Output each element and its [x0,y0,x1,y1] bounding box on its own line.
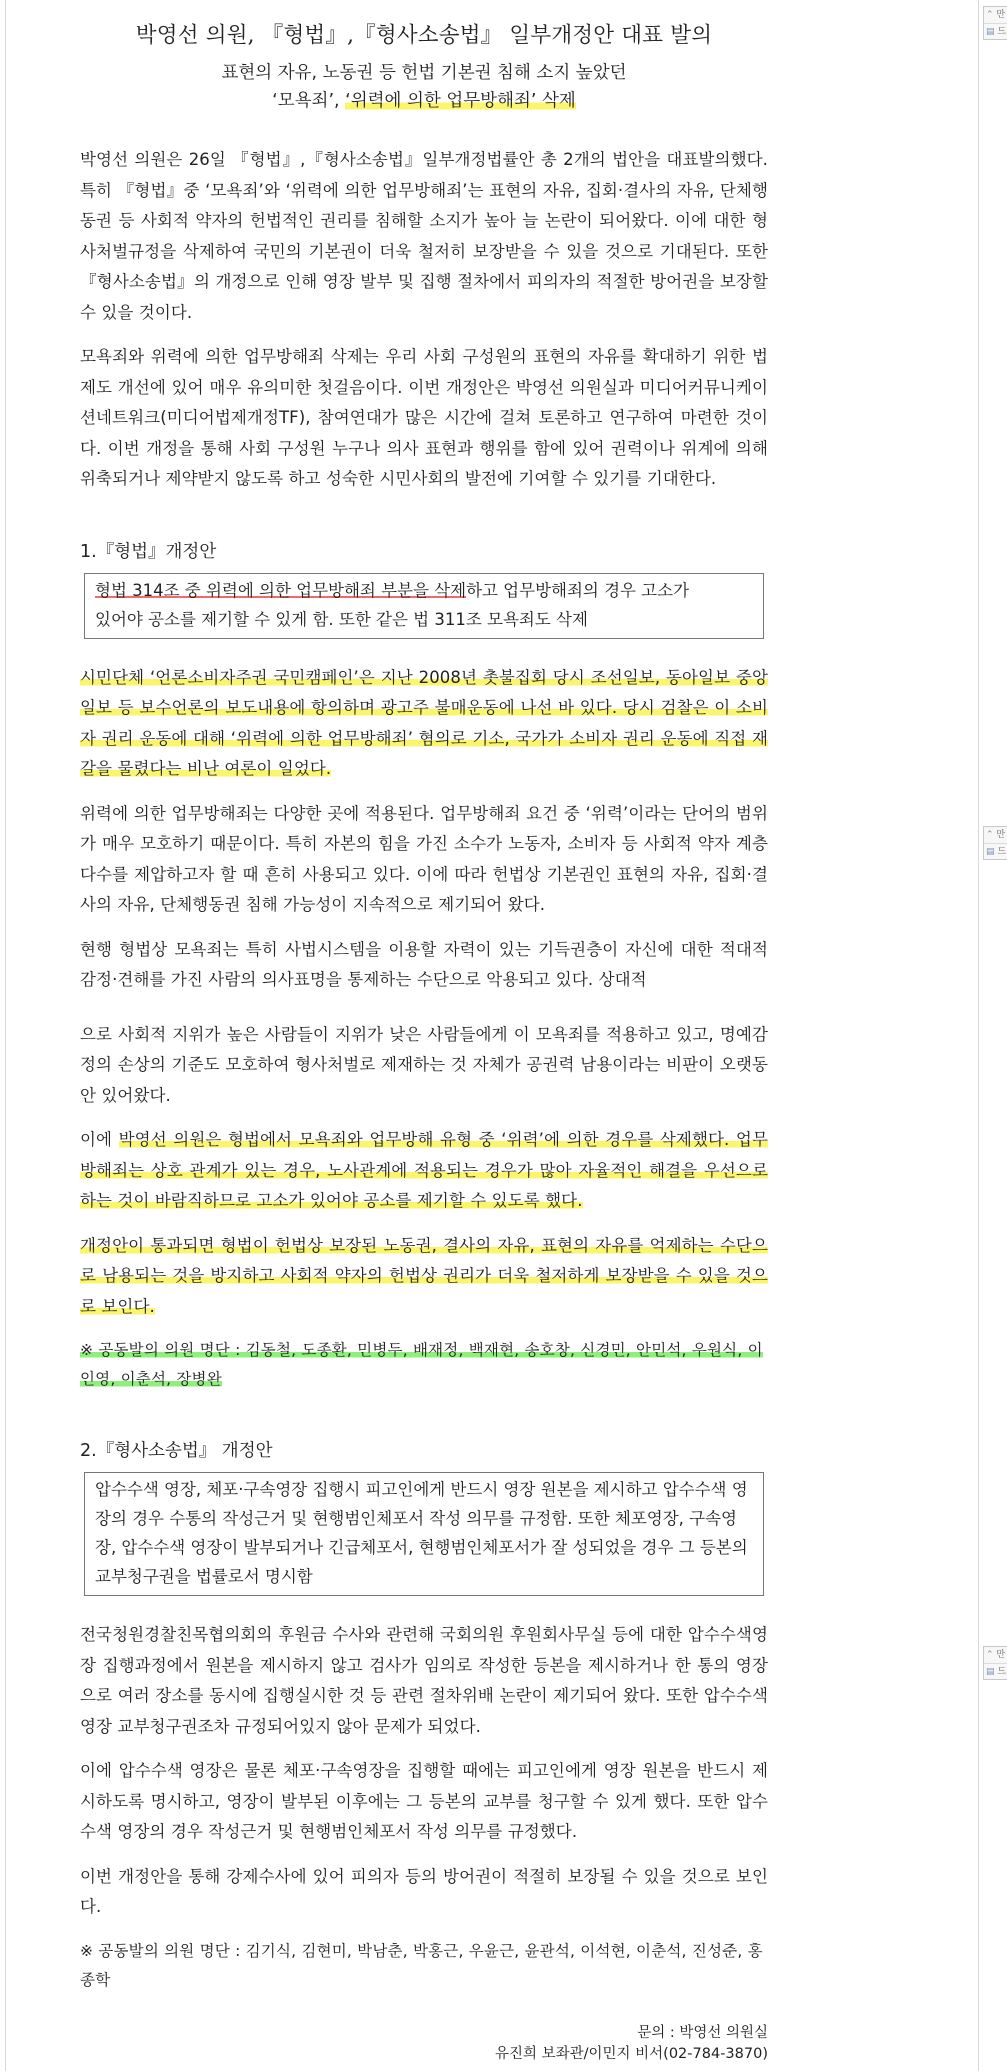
section-1-summary-box [84,573,764,639]
side-control-down[interactable] [984,1663,1007,1680]
side-control-down[interactable] [984,23,1007,40]
document-icon: ▤ [986,847,995,857]
side-control-up-label: 만 [996,10,1006,20]
side-control-up[interactable] [984,827,1007,843]
section-2-cosponsors: ※ 공동발의 의원 명단 : 김기식, 김현미, 박남춘, 박홍근, 우윤근, 윤관석, 이석현, 이춘석, 진성준, 홍종학 [80,1941,763,1989]
contact-line-2: 유진희 보좌관/이민지 비서(02-784-3870) [495,2045,768,2062]
section-1-cosponsors-highlight: ※ 공동발의 의원 명단 : 김동철, 도종환, 민병두, 배재정, 백재현, 송호창, 신경민, 안민석, 우원식, 이인영, 이춘석, 장병완 [80,1341,763,1388]
section-2-heading: 2.『형사소송법』 개정안 [80,1441,273,1461]
section-2-paragraph-3: 이번 개정안을 통해 강제수사에 있어 피의자 등의 방어권이 적절히 보장될 수 있을 것으로 보인다. [80,1866,768,1916]
section-1-paragraph-1 [80,663,768,785]
side-control-down-label: 드 [997,1667,1007,1677]
subtitle-line-1: 표현의 자유, 노동권 등 헌법 기본권 침해 소지 높았던 [221,63,627,83]
side-control-up[interactable] [984,7,1007,23]
section-1-cosponsors [80,1336,768,1394]
document-icon: ▤ [986,1667,995,1677]
section-1-paragraph-5-highlight: 개정안이 통과되면 형법이 헌법상 보장된 노동권, 결사의 자유, 표현의 자유를 억제하는 수단으로 남용되는 것을 방지하고 사회적 약자의 헌법상 권리가 더욱 철저하게 보장받을 수 있을 것으로 보인다. [80,1235,768,1316]
subtitle-line-2 [80,87,768,115]
side-control-up-label: 만 [996,830,1006,840]
section-2-paragraph-2: 이에 압수수색 영장은 물론 체포·구속영장을 집행할 때에는 피고인에게 영장 원본을 반드시 제시하도록 명시하고, 영장이 발부된 이후에는 그 등본의 교부를 청구할 수 있게 했다. 또한 압수수색 영장의 경우 작성근거 및 현행범인체포서 작성 의무를 규정했다. [80,1761,768,1841]
document-subtitle [80,59,768,115]
contact-info [80,2023,768,2065]
section-1-paragraph-1-highlight: 시민단체 ‘언론소비자주권 국민캠페인’은 지난 2008년 촛불집회 당시 조선일보, 동아일보 중앙일보 등 보수언론의 보도내용에 항의하며 광고주 불매운동에 나선 바 있다. 당시 검찰은 이 소비자 권리 운동에 대해 ‘위력에 의한 업무방해죄’ 혐의로 기소, 국가가 소비자 권리 운동에 직접 재갈을 물렸다는 비난 여론이 일었다. [80,667,768,778]
subtitle-highlight: ‘위력에 의한 업무방해죄’ 삭제 [345,91,576,111]
caret-up-icon: ⌃ [986,10,994,20]
page-right-border [978,0,979,2071]
side-control-down[interactable] [984,843,1007,860]
summary-box-text-2: 있어야 공소를 제기할 수 있게 함. 또한 같은 법 311조 모욕죄도 삭제 [95,609,588,629]
side-control-1[interactable] [983,6,1007,40]
caret-up-icon: ⌃ [986,830,994,840]
side-control-up[interactable] [984,1647,1007,1663]
intro-paragraph-2: 모욕죄와 위력에 의한 업무방해죄 삭제는 우리 사회 구성원의 표현의 자유를 확대하기 위한 법제도 개선에 있어 매우 유의미한 첫걸음이다. 이번 개정안은 박영선 의원실과 미디어커뮤니케이션네트워크(미디어법제개정TF), 참여연대가 많은 시간에 걸쳐 토론하고 연구하여 마련한 것이다. 이번 개정을 통해 사회 구성원 누구나 의사 표현과 행위를 함에 있어 권력이나 위계에 의해 위축되거나 제약받지 않도록 하고 성숙한 시민사회의 발전에 기여할 수 있기를 기대한다. [80,347,768,488]
section-1-paragraph-5 [80,1231,768,1323]
summary-box-underlined-text: 형법 314조 중 위력에 의한 업무방해죄 부분을 삭제 [95,580,467,600]
section-1-paragraph-4 [80,1125,768,1217]
caret-up-icon: ⌃ [986,1650,994,1660]
side-control-up-label: 만 [996,1650,1006,1660]
contact-line-1: 문의 : 박영선 의원실 [637,2024,768,2041]
section-1-paragraph-3a: 현행 형법상 모욕죄는 특히 사법시스템을 이용할 자력이 있는 기득권층이 자신에 대한 적대적 감정·견해를 가진 사람의 의사표명을 통제하는 수단으로 악용되고 있다. 상대적 [80,939,768,989]
side-control-down-label: 드 [997,27,1007,37]
section-2-paragraph-1: 전국청원경찰친목협의회의 후원금 수사와 관련해 국회의원 후원회사무실 등에 대한 압수수색영장 집행과정에서 원본을 제시하지 않고 검사가 임의로 작성한 등본을 제시하거나 한 통의 영장으로 여러 장소를 동시에 집행실시한 것 등 관련 절차위배 논란이 제기되어 왔다. 또한 압수수색 영장 교부청구권조차 규정되어있지 않아 문제가 되었다. [80,1625,768,1736]
press-release-document [80,12,768,2065]
intro-paragraph-1: 박영선 의원은 26일 『형법』,『형사소송법』일부개정법률안 총 2개의 법안을 대표발의했다. 특히 『형법』중 ‘모욕죄’와 ‘위력에 의한 업무방해죄’는 표현의 자유, 집회·결사의 자유, 단체행동권 등 사회적 약자의 헌법적인 권리를 침해할 소지가 높아 늘 논란이 되어왔다. 이에 대한 형사처벌규정을 삭제하여 국민의 기본권이 더욱 철저히 보장받을 수 있을 것으로 기대된다. 또한 『형사소송법』의 개정으로 인해 영장 발부 및 집행 절차에서 피의자의 적절한 방어권을 보장할 수 있을 것이다. [80,150,768,322]
side-control-3[interactable] [983,1646,1007,1680]
side-control-down-label: 드 [997,847,1007,857]
section-1-paragraph-4-prefix: 이에 [80,1130,119,1149]
section-1-paragraph-3b: 으로 사회적 지위가 높은 사람들이 지위가 낮은 사람들에게 이 모욕죄를 적용하고 있고, 명예감정의 손상의 기준도 모호하여 형사처벌로 제재하는 것 자체가 공권력 남용이라는 비판이 오랫동안 있어왔다. [80,1024,768,1105]
document-title: 박영선 의원, 『형법』,『형사소송법』 일부개정안 대표 발의 [135,23,713,48]
subtitle-line-2-prefix: ‘모욕죄’, [272,91,346,111]
document-icon: ▤ [986,27,995,37]
section-1-paragraph-4-highlight: 박영선 의원은 형법에서 모욕죄와 업무방해 유형 중 ‘위력’에 의한 경우를 삭제했다. 업무방해죄는 상호 관계가 있는 경우, 노사관계에 적용되는 경우가 많아 자율적인 해결을 우선으로 하는 것이 바람직하므로 고소가 있어야 공소를 제기할 수 있도록 했다. [80,1130,768,1210]
section-1-paragraph-2: 위력에 의한 업무방해죄는 다양한 곳에 적용된다. 업무방해죄 요건 중 ‘위력’이라는 단어의 범위가 매우 모호하기 때문이다. 특히 자본의 힘을 가진 소수가 노동자, 소비자 등 사회적 약자 계층 다수를 제압하고자 할 때 흔히 사용되고 있다. 이에 따라 헌법상 기본권인 표현의 자유, 집회·결사의 자유, 단체행동권 침해 가능성이 지속적으로 제기되어 왔다. [80,803,768,914]
section-1-heading: 1.『형법』개정안 [80,541,217,562]
side-control-2[interactable] [983,826,1007,860]
section-2-summary-box: 압수수색 영장, 체포·구속영장 집행시 피고인에게 반드시 영장 원본을 제시하고 압수수색 영장의 경우 수통의 작성근거 및 현행범인체포서 작성 의무를 규정함. 또한 체포영장, 구속영장, 압수수색 영장이 발부되거나 긴급체포서, 현행범인체포서가 잘 성되었을 경우 그 등본의 교부청구권을 법률로서 명시함 [84,1472,764,1596]
page-left-border [5,0,6,2071]
summary-box-text-1: 하고 업무방해죄의 경우 고소가 [466,580,690,600]
